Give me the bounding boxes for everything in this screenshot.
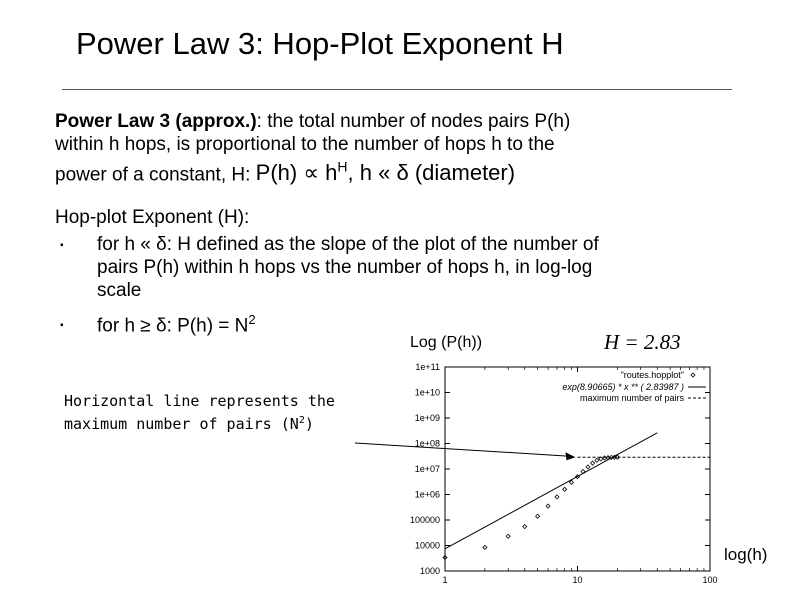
h-value-prefix: H =: [604, 330, 644, 354]
y-tick-label: 10000: [414, 540, 440, 551]
data-point: [595, 458, 599, 462]
x-tick-label: 100: [702, 575, 718, 585]
data-point: [546, 504, 550, 508]
note-line-1: Horizontal line represents the: [64, 392, 335, 410]
legend-label-data: "routes.hopplot": [620, 370, 684, 380]
y-tick-label: 1e+11: [415, 362, 440, 372]
y-tick-label: 1000: [419, 566, 440, 576]
bullet-2-text: for h ≥ δ: P(h) = N: [97, 315, 249, 337]
legend-label-max: maximum number of pairs: [579, 393, 684, 403]
data-point: [586, 465, 590, 469]
data-point: [483, 545, 487, 549]
definition-line-1-rest: : the total number of nodes pairs P(h): [256, 111, 571, 132]
x-axis-label: log(h): [724, 545, 768, 564]
legend-label-fit: exp(8.90665) * x ** ( 2.83987 ): [562, 382, 684, 392]
y-tick-label: 1e+07: [414, 464, 440, 474]
y-tick-label: 1e+10: [414, 387, 440, 398]
note-line-2-suffix: ): [304, 415, 314, 433]
definition-line-2: within h hops, is proportional to the number of hops h to the: [55, 134, 555, 155]
data-point: [523, 525, 527, 529]
slide-title: Power Law 3: Hop-Plot Exponent H: [76, 26, 564, 61]
x-tick-label: 1: [442, 575, 448, 585]
h-value-number: 2.83: [643, 330, 681, 354]
definition-line-3-prefix: power of a constant, H:: [55, 164, 256, 186]
data-point: [506, 534, 510, 538]
section-title: Hop-plot Exponent (H):: [55, 207, 250, 228]
bullet-1-line-3: scale: [97, 280, 142, 301]
bullet-marker-1: ▪: [60, 240, 64, 251]
y-axis-label: Log (P(h)): [410, 334, 483, 351]
definition-bold: Power Law 3 (approx.): [55, 111, 257, 132]
y-tick-label: 100000: [409, 515, 440, 525]
x-tick-label: 10: [572, 575, 583, 585]
y-tick-label: 1e+08: [414, 438, 440, 449]
formula-tail: , h « δ (diameter): [347, 160, 516, 186]
bullet-marker-2: ▪: [60, 320, 64, 331]
annotation-arrow-head: [566, 452, 576, 460]
note-line-2-prefix: maximum number of pairs (N: [64, 415, 299, 433]
data-point: [591, 461, 595, 465]
data-point: [563, 487, 567, 491]
annotation-arrow-line: [355, 443, 570, 456]
legend-marker-data: [691, 373, 695, 377]
data-point: [536, 514, 540, 518]
bullet-1-line-2: pairs P(h) within h hops vs the number of hops h, in log-log: [97, 257, 593, 278]
data-point: [555, 495, 559, 499]
note-exponent: 2: [298, 415, 305, 426]
bullet-1-line-1: for h « δ: H defined as the slope of the plot of the number of: [97, 234, 599, 255]
formula-exponent: H: [337, 159, 348, 175]
formula-main: P(h) ∝ h: [255, 160, 338, 186]
y-tick-label: 1e+06: [414, 489, 440, 500]
bullet-2-exponent: 2: [248, 312, 256, 327]
y-tick-label: 1e+09: [414, 413, 440, 423]
